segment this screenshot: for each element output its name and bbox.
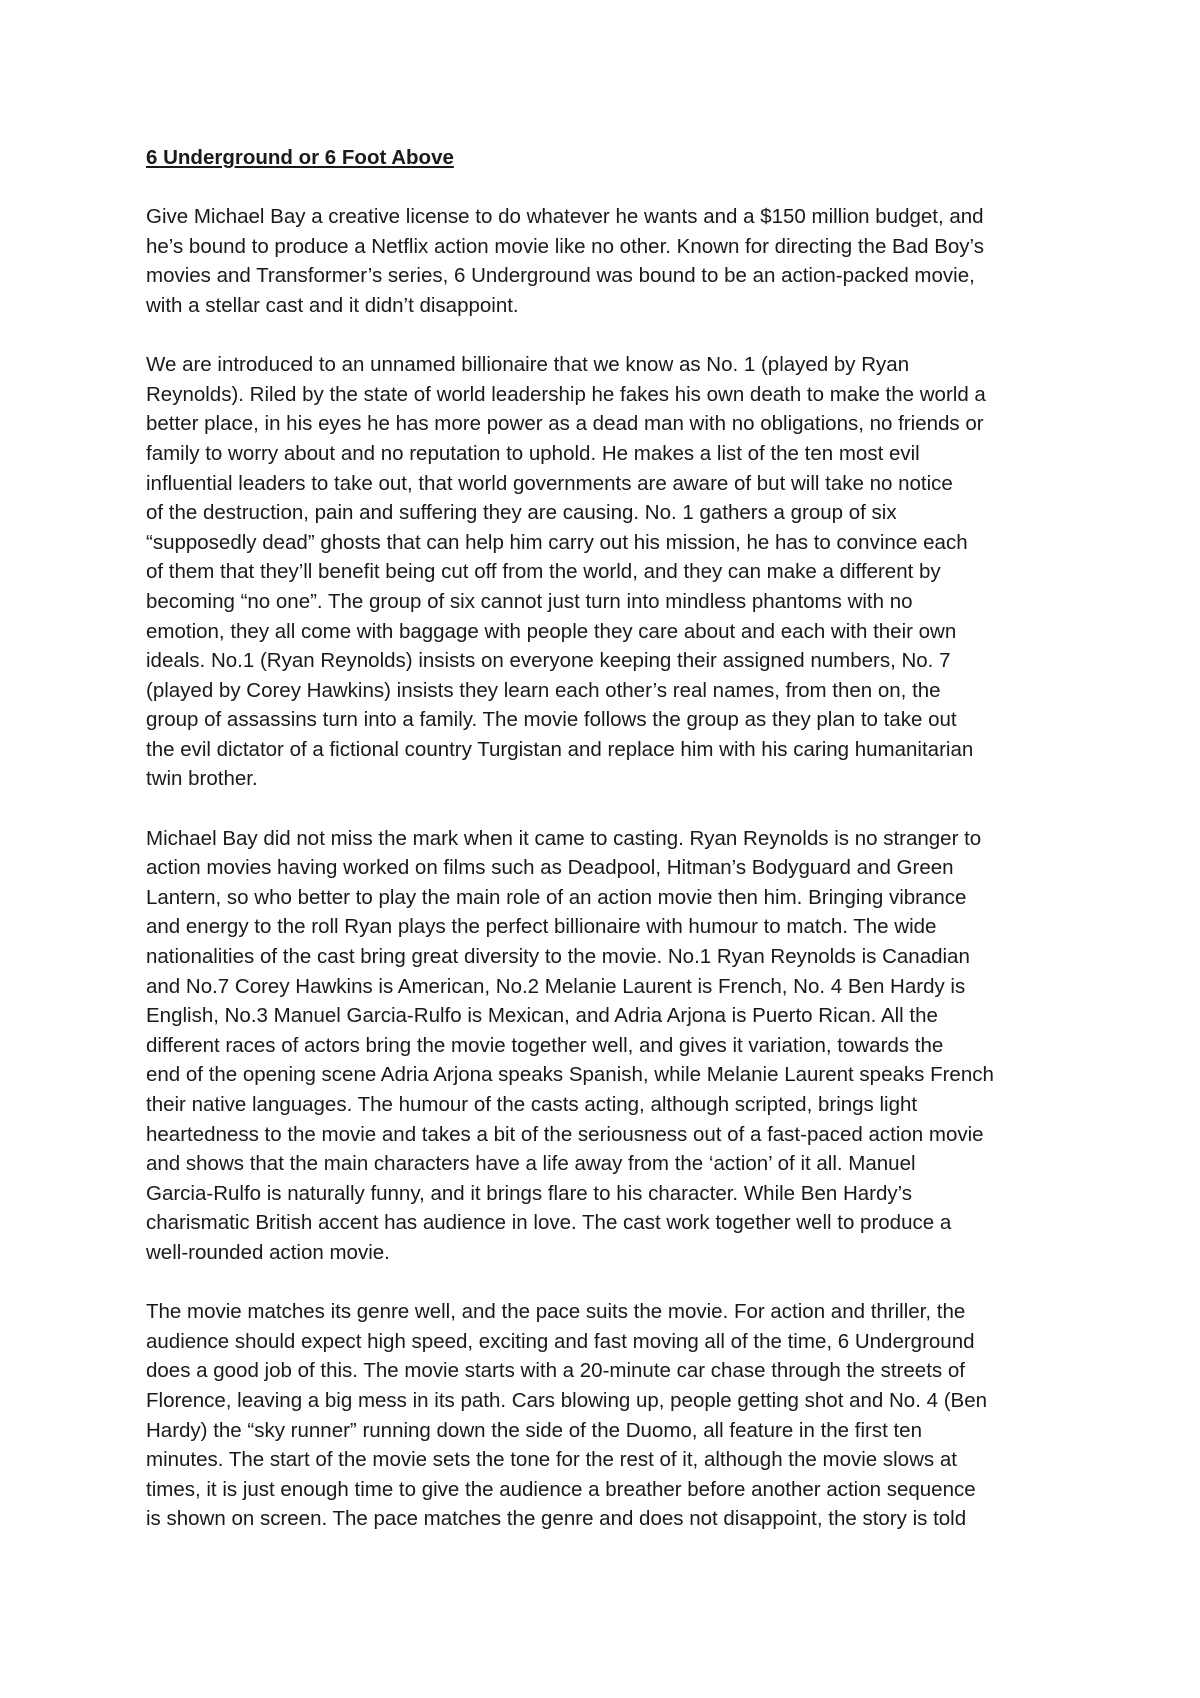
text-line: and shows that the main characters have a life away from the ‘action’ of it all. Manuel [146, 1152, 916, 1176]
paragraph-1 [146, 202, 1066, 320]
paragraph-4 [146, 1297, 1066, 1534]
text-line: he’s bound to produce a Netflix action movie like no other. Known for directing the Bad Boy’s [146, 234, 984, 258]
text-line: times, it is just enough time to give the audience a breather before another action sequence [146, 1477, 976, 1501]
text-line: family to worry about and no reputation to uphold. He makes a list of the ten most evil [146, 441, 920, 465]
text-line: (played by Corey Hawkins) insists they learn each other’s real names, from then on, the [146, 678, 941, 702]
text-line: their native languages. The humour of the casts acting, although scripted, brings light [146, 1093, 918, 1116]
text-line: charismatic British accent has audience in love. The cast work together well to produce a [146, 1211, 952, 1235]
paragraph-list [146, 202, 1066, 1534]
text-line: Reynolds). Riled by the state of world leadership he fakes his own death to make the world a [146, 382, 986, 406]
text-line: and No.7 Corey Hawkins is American, No.2 Melanie Laurent is French, No. 4 Ben Hardy is [146, 974, 966, 998]
text-line: ideals. No.1 (Ryan Reynolds) insists on everyone keeping their assigned numbers, No. 7 [146, 649, 951, 673]
text-line: action movies having worked on films such as Deadpool, Hitman’s Bodyguard and Green [146, 856, 954, 880]
text-line: Lantern, so who better to play the main role of an action movie then him. Bringing vibrance [146, 885, 967, 909]
text-line: heartedness to the movie and takes a bit of the seriousness out of a fast-paced action movie [146, 1122, 984, 1146]
text-line: different races of actors bring the movie together well, and gives it variation, towards the [146, 1033, 944, 1057]
text-line: movies and Transformer’s series, 6 Underground was bound to be an action-packed movie, [146, 264, 975, 288]
text-line: English, No.3 Manuel Garcia-Rulfo is Mexican, and Adria Arjona is Puerto Rican. All the [146, 1004, 938, 1028]
text-line: Give Michael Bay a creative license to do whatever he wants and a $150 million budget, and [146, 205, 984, 229]
text-line: emotion, they all come with baggage with people they care about and each with their own [146, 619, 957, 643]
text-line: and energy to the roll Ryan plays the perfect billionaire with humour to match. The wide [146, 915, 937, 939]
text-line: Garcia-Rulfo is naturally funny, and it brings flare to his character. While Ben Hardy’s [146, 1181, 913, 1205]
document-body [146, 143, 1066, 1564]
text-line: influential leaders to take out, that world governments are aware of but will take no notice [146, 471, 953, 495]
text-line: Hardy) the “sky runner” running down the side of the Duomo, all feature in the first ten [146, 1418, 922, 1442]
text-line: is shown on screen. The pace matches the genre and does not disappoint, the story is told [146, 1507, 967, 1531]
paragraph-3 [146, 824, 1066, 1268]
text-line: group of assassins turn into a family. The movie follows the group as they plan to take out [146, 708, 957, 732]
text-line: of them that they’ll benefit being cut off from the world, and they can make a different by [146, 560, 941, 584]
text-line: twin brother. [146, 767, 258, 791]
text-line: Florence, leaving a big mess in its path. Cars blowing up, people getting shot and No. 4 (Ben [146, 1388, 987, 1412]
text-line: minutes. The start of the movie sets the tone for the rest of it, although the movie slows at [146, 1448, 957, 1472]
text-line: Michael Bay did not miss the mark when it came to casting. Ryan Reynolds is no stranger to [146, 826, 982, 850]
document-title: 6 Underground or 6 Foot Above [146, 146, 454, 169]
text-line: does a good job of this. The movie starts with a 20-minute car chase through the streets of [146, 1359, 965, 1383]
text-line: well-rounded action movie. [146, 1240, 390, 1264]
text-line: with a stellar cast and it didn’t disappoint. [146, 293, 519, 317]
text-line: “supposedly dead” ghosts that can help him carry out his mission, he has to convince each [146, 530, 968, 554]
text-line: the evil dictator of a fictional country Turgistan and replace him with his caring humanitarian [146, 737, 974, 761]
text-line: end of the opening scene Adria Arjona speaks Spanish, while Melanie Laurent speaks French [146, 1063, 994, 1087]
text-line: The movie matches its genre well, and the pace suits the movie. For action and thriller, the [146, 1300, 966, 1324]
paragraph-2 [146, 350, 1066, 794]
text-line: We are introduced to an unnamed billionaire that we know as No. 1 (played by Ryan [146, 353, 910, 377]
text-line: better place, in his eyes he has more power as a dead man with no obligations, no friends or [146, 412, 984, 436]
text-line: becoming “no one”. The group of six cannot just turn into mindless phantoms with no [146, 589, 913, 613]
text-line: of the destruction, pain and suffering they are causing. No. 1 gathers a group of six [146, 501, 897, 525]
text-line: nationalities of the cast bring great diversity to the movie. No.1 Ryan Reynolds is Canadian [146, 945, 970, 969]
text-line: audience should expect high speed, exciting and fast moving all of the time, 6 Underground [146, 1329, 975, 1353]
